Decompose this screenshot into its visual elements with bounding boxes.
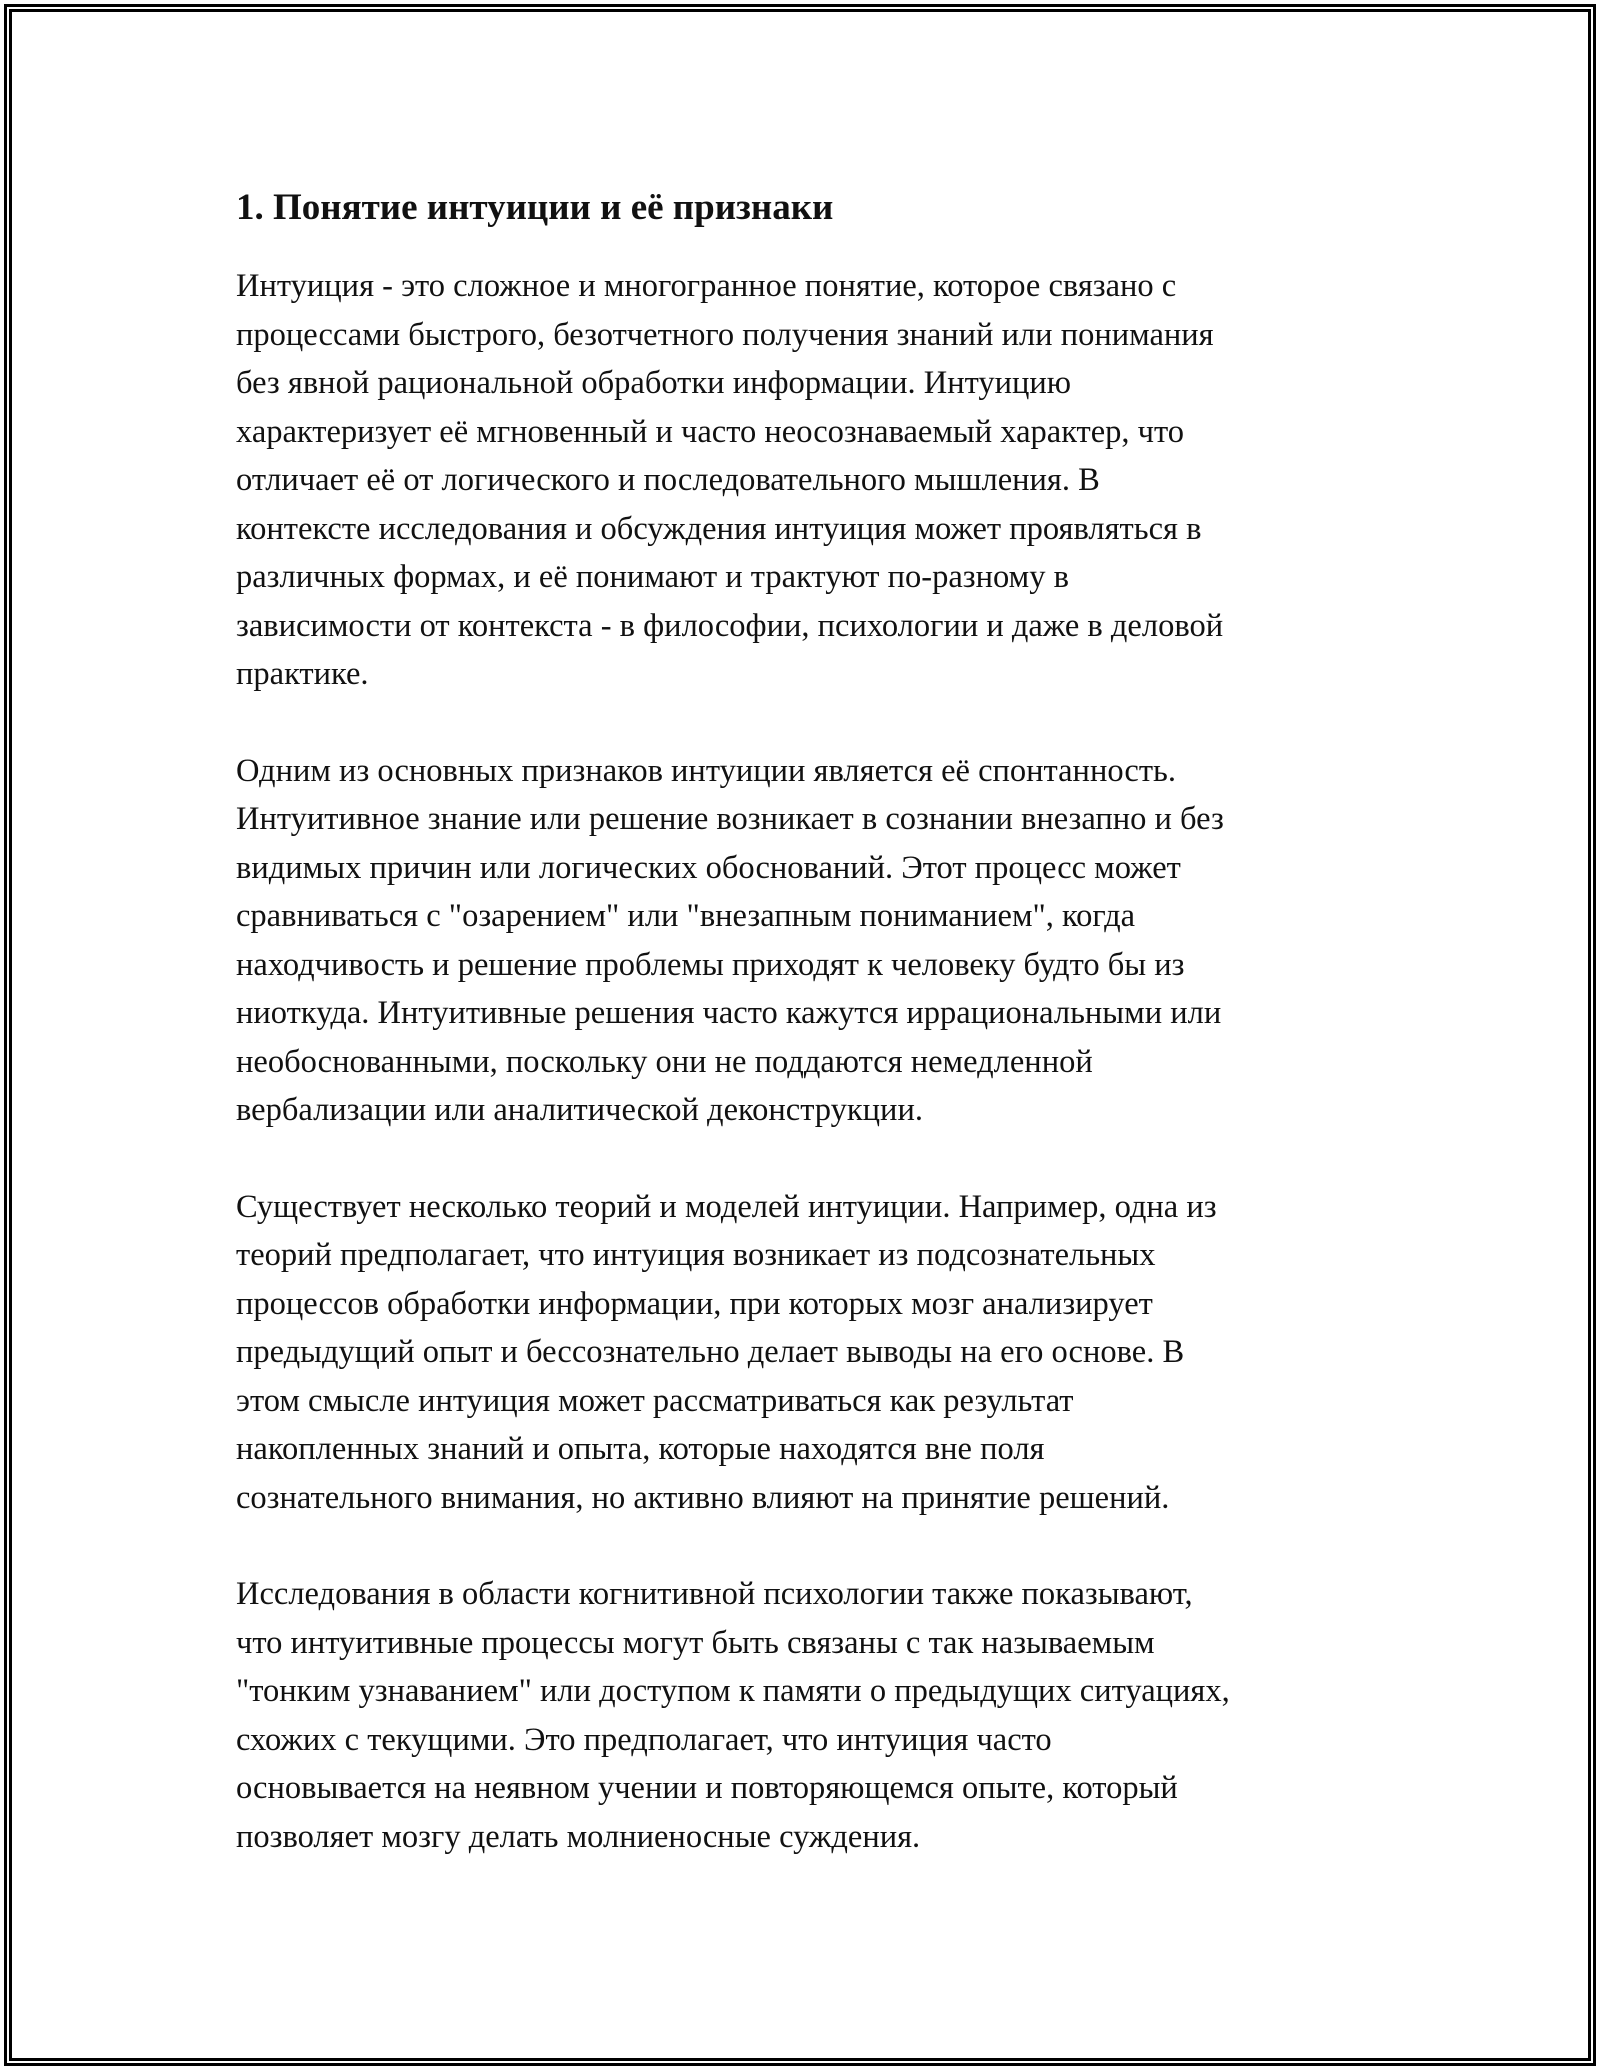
document-body	[236, 186, 1396, 1909]
text-line: Интуитивное знание или решение возникает в сознании внезапно и без	[236, 801, 1224, 837]
text-line: процессов обработки информации, при которых мозг анализирует	[236, 1285, 1153, 1322]
text-line: этом смысле интуиция может рассматриваться как результат	[236, 1382, 1074, 1419]
text-line: видимых причин или логических обоснований. Этот процесс может	[236, 849, 1181, 886]
paragraph-2	[236, 747, 1396, 1135]
text-line: ниоткуда. Интуитивные решения часто кажутся иррациональными или	[236, 995, 1222, 1031]
paragraph-1	[236, 262, 1396, 699]
text-line: находчивость и решение проблемы приходят к человеку будто бы из	[236, 946, 1185, 983]
text-line: контексте исследования и обсуждения интуиция может проявляться в	[236, 510, 1202, 547]
text-line: Исследования в области когнитивной психологии также показывают,	[236, 1576, 1193, 1612]
text-line: Существует несколько теорий и моделей интуиции. Например, одна из	[236, 1188, 1217, 1225]
text-line: Интуиция - это сложное и многогранное понятие, которое связано с	[236, 268, 1177, 304]
text-line: позволяет мозгу делать молниеносные суждения.	[236, 1818, 921, 1855]
text-line: вербализации или аналитической деконструкции.	[236, 1092, 923, 1128]
text-line: "тонким узнаванием" или доступом к памяти о предыдущих ситуациях,	[236, 1673, 1230, 1709]
text-line: теорий предполагает, что интуиция возникает из подсознательных	[236, 1237, 1156, 1273]
paragraph-3	[236, 1183, 1396, 1523]
paragraph-4	[236, 1570, 1396, 1861]
section-heading: 1. Понятие интуиции и её признаки	[236, 187, 834, 228]
text-line: различных формах, и её понимают и трактуют по-разному в	[236, 559, 1069, 595]
text-line: без явной рациональной обработки информации. Интуицию	[236, 365, 1072, 401]
text-line: схожих с текущими. Это предполагает, что интуиция часто	[236, 1721, 1052, 1758]
text-line: что интуитивные процессы могут быть связаны с так называемым	[236, 1624, 1155, 1661]
text-line: процессами быстрого, безотчетного получения знаний или понимания	[236, 316, 1214, 353]
text-line: сознательного внимания, но активно влияют на принятие решений.	[236, 1479, 1170, 1516]
text-line: предыдущий опыт и бессознательно делает выводы на его основе. В	[236, 1334, 1185, 1370]
text-line: зависимости от контекста - в философии, психологии и даже в деловой	[236, 607, 1224, 644]
text-line: практике.	[236, 656, 369, 692]
text-line: необоснованными, поскольку они не поддаются немедленной	[236, 1043, 1093, 1080]
text-line: основывается на неявном учении и повторяющемся опыте, который	[236, 1770, 1178, 1806]
text-line: отличает её от логического и последовательного мышления. В	[236, 462, 1100, 498]
text-line: Одним из основных признаков интуиции является её спонтанность.	[236, 752, 1176, 789]
text-line: характеризует её мгновенный и часто неосознаваемый характер, что	[236, 413, 1185, 450]
text-line: сравниваться с "озарением" или "внезапным пониманием", когда	[236, 898, 1136, 934]
text-line: накопленных знаний и опыта, которые находятся вне поля	[236, 1431, 1045, 1467]
